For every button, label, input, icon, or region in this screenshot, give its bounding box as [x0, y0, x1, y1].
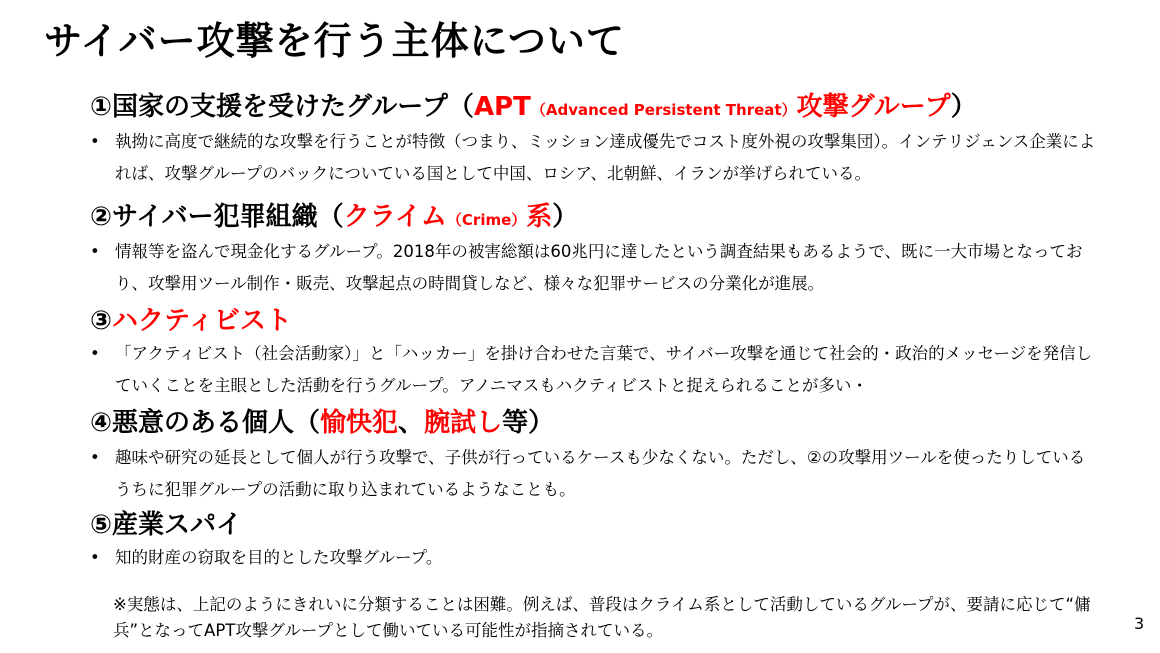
bullet-item — [90, 442, 1100, 506]
heading-text: ） — [950, 92, 977, 122]
bullet-item — [90, 126, 1100, 190]
bullet-item — [90, 236, 1100, 300]
heading-text: 、 — [398, 408, 425, 438]
bullet-icon: • — [90, 132, 100, 151]
bullet-text: 執拗に高度で継続的な攻撃を行うことが特徴（つまり、ミッション達成優先でコスト度外視の攻撃集団）。インテリジェンス企業によれば、攻撃グループのバックについている国として中国、ロシア、北朝鮮、イランが挙げられている。 — [115, 132, 1096, 183]
heading-highlight: 愉快犯 — [320, 408, 399, 438]
heading-text: 悪意のある個人（ — [112, 408, 321, 438]
heading-text: 国家の支援を受けたグループ（ — [112, 92, 474, 122]
heading-highlight: APT — [473, 92, 531, 122]
heading-text: 等） — [502, 408, 555, 438]
heading-text: 産業スパイ — [112, 510, 243, 540]
section-heading-crime — [90, 200, 578, 237]
bullet-icon: • — [90, 448, 100, 467]
heading-highlight: 腕試し — [424, 408, 503, 438]
bullet-item — [90, 542, 1100, 574]
section-heading-spy — [90, 508, 242, 542]
bullet-icon: • — [90, 242, 100, 261]
section-number: ⑤ — [90, 510, 113, 540]
bullet-icon: • — [90, 344, 100, 363]
bullet-item — [90, 338, 1100, 402]
footnote: ※実態は、上記のようにきれいに分類することは困難。例えば、普段はクライム系として活動しているグループが、要請に応じて“傭兵”となってAPT攻撃グループとして働いている可能性が指摘されている。 — [113, 595, 1091, 640]
section-number: ① — [90, 92, 113, 122]
section-heading-hacktivist — [90, 304, 292, 338]
section-number: ④ — [90, 408, 113, 438]
heading-highlight: クライム — [343, 202, 447, 232]
heading-highlight: 攻撃グループ — [796, 92, 951, 122]
heading-subtext: （Crime） — [446, 211, 527, 229]
bullet-icon: • — [90, 548, 100, 567]
page-title: サイバー攻撃を行う主体について — [44, 19, 625, 63]
heading-highlight: ハクティビスト — [112, 306, 292, 336]
bullet-text: 「アクティビスト（社会活動家）」と「ハッカー」を掛け合わせた言葉で、サイバー攻撃を通じて社会的・政治的メッセージを発信していくことを主眼とした活動を行うグループ。アノニマスもハクティビストと捉えられることが多い・ — [115, 344, 1093, 395]
section-heading-apt — [90, 90, 977, 127]
heading-text: サイバー犯罪組織（ — [112, 202, 344, 232]
heading-subtext: （Advanced Persistent Threat） — [530, 101, 797, 119]
section-number: ③ — [90, 306, 113, 336]
page-number: 3 — [1134, 614, 1145, 633]
bullet-text: 情報等を盗んで現金化するグループ。2018年の被害総額は60兆円に達したという調査結果もあるようで、既に一大市場となっており、攻撃用ツール制作・販売、攻撃起点の時間貸しなど、様々な犯罪サービスの分業化が進展。 — [115, 242, 1083, 293]
section-number: ② — [90, 202, 113, 232]
bullet-text: 趣味や研究の延長として個人が行う攻撃で、子供が行っているケースも少なくない。ただし、②の攻撃用ツールを使ったりしているうちに犯罪グループの活動に取り込まれているようなことも。 — [115, 448, 1086, 499]
section-heading-individual — [90, 406, 554, 440]
heading-text: ） — [552, 202, 579, 232]
heading-highlight: 系 — [526, 202, 553, 232]
bullet-text: 知的財産の窃取を目的とした攻撃グループ。 — [115, 548, 443, 567]
